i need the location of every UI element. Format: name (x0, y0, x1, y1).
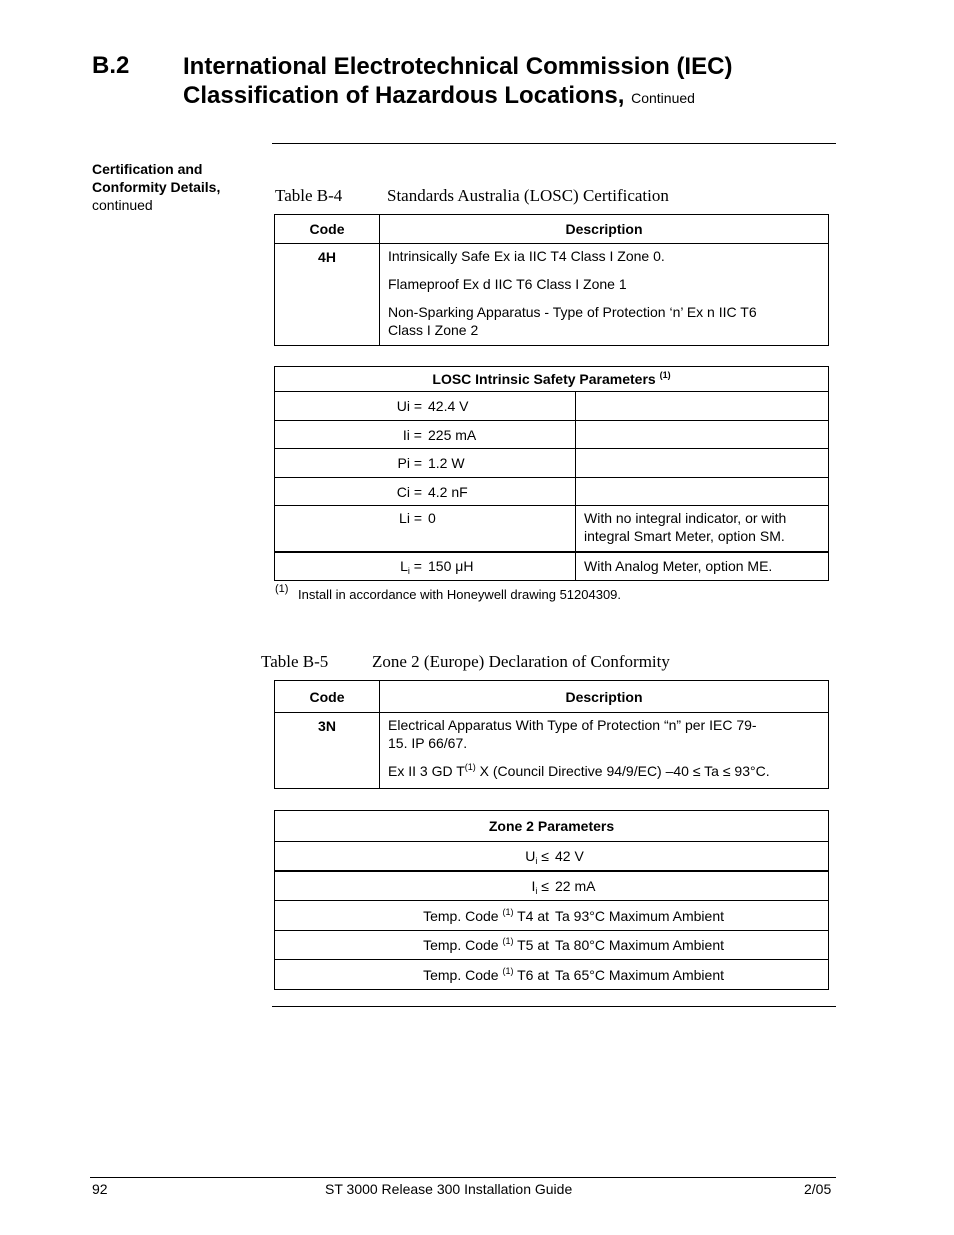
footer-date: 2/05 (804, 1181, 832, 1197)
zone2-row-ui: $U_i \le 42$ V (275, 842, 829, 871)
param-row-ui: Ui = 42.4 V (275, 392, 576, 421)
col-header-code: Code (275, 215, 380, 244)
losc-parameters-table (274, 366, 829, 581)
section-title-line2: Classification of Hazardous Locations, Continued (183, 82, 695, 109)
param-note-li: With no integral indicator, or with integral Smart Meter, option SM. (576, 506, 829, 552)
table-b4-caption: Table B-4 Standards Australia (LOSC) Certification (275, 186, 669, 205)
footer-rule (90, 1177, 836, 1178)
zone2-row-ii: $I_i \le 22$ mA (275, 871, 829, 901)
col-header-code: Code (275, 681, 380, 713)
description-cell: Intrinsically Safe Ex ia IIC T4 Class I Zone 0. Flameproof Ex d IIC T6 Class I Zone 1 Non-Sparking Apparatus - Type of Protection ‘n’ Ex n IIC T6 Class I Zone 2 (380, 244, 829, 346)
section-number: B.2 (92, 52, 130, 79)
footnote: (1) Install in accordance with Honeywell drawing 51204309. (275, 583, 622, 602)
param-row-ii: Ii = 225 mA (275, 421, 576, 449)
continued-label: Continued (631, 90, 695, 106)
section-title (183, 52, 883, 113)
param-row-li-analog: $L_i = 150$ μH (275, 552, 576, 581)
zone2-row-temp-t4: Temp. Code $^{(1)}$ T4 at Ta 93°C Maximum Ambient (275, 901, 829, 931)
code-cell: 3N (275, 713, 380, 789)
table-b5 (274, 680, 829, 789)
table-b4 (274, 214, 829, 346)
bottom-rule (272, 1006, 836, 1007)
losc-params-title: LOSC Intrinsic Safety Parameters $^{(1)}$ (275, 367, 829, 392)
page-number: 92 (92, 1181, 108, 1197)
side-heading: Certification and Conformity Details, continued (92, 161, 221, 213)
col-header-description: Description (380, 215, 829, 244)
zone2-parameters-table (274, 810, 829, 990)
zone2-row-temp-t6: Temp. Code $^{(1)}$ T6 at Ta 65°C Maximum Ambient (275, 960, 829, 990)
top-rule (272, 143, 836, 144)
footer-title: ST 3000 Release 300 Installation Guide (325, 1181, 573, 1197)
table-b5-caption: Table B-5 Zone 2 (Europe) Declaration of Conformity (261, 652, 670, 671)
section-title-line1: International Electrotechnical Commission (IEC) (183, 53, 733, 80)
param-row-pi: Pi = 1.2 W (275, 449, 576, 478)
description-cell: Electrical Apparatus With Type of Protection “n” per IEC 79- 15. IP 66/67. Ex II 3 GD $T^{(1)}$ X (Council Directive 94/9/EC) –40 ≤ Ta ≤ 93°C. (380, 713, 829, 789)
zone2-params-title: Zone 2 Parameters (275, 811, 829, 842)
code-cell: 4H (275, 244, 380, 346)
param-note-analog: With Analog Meter, option ME. (576, 552, 829, 581)
zone2-row-temp-t5: Temp. Code $^{(1)}$ T5 at Ta 80°C Maximum Ambient (275, 931, 829, 960)
param-row-ci: Ci = 4.2 nF (275, 478, 576, 506)
col-header-description: Description (380, 681, 829, 713)
param-row-li: Li = 0 (275, 506, 576, 552)
